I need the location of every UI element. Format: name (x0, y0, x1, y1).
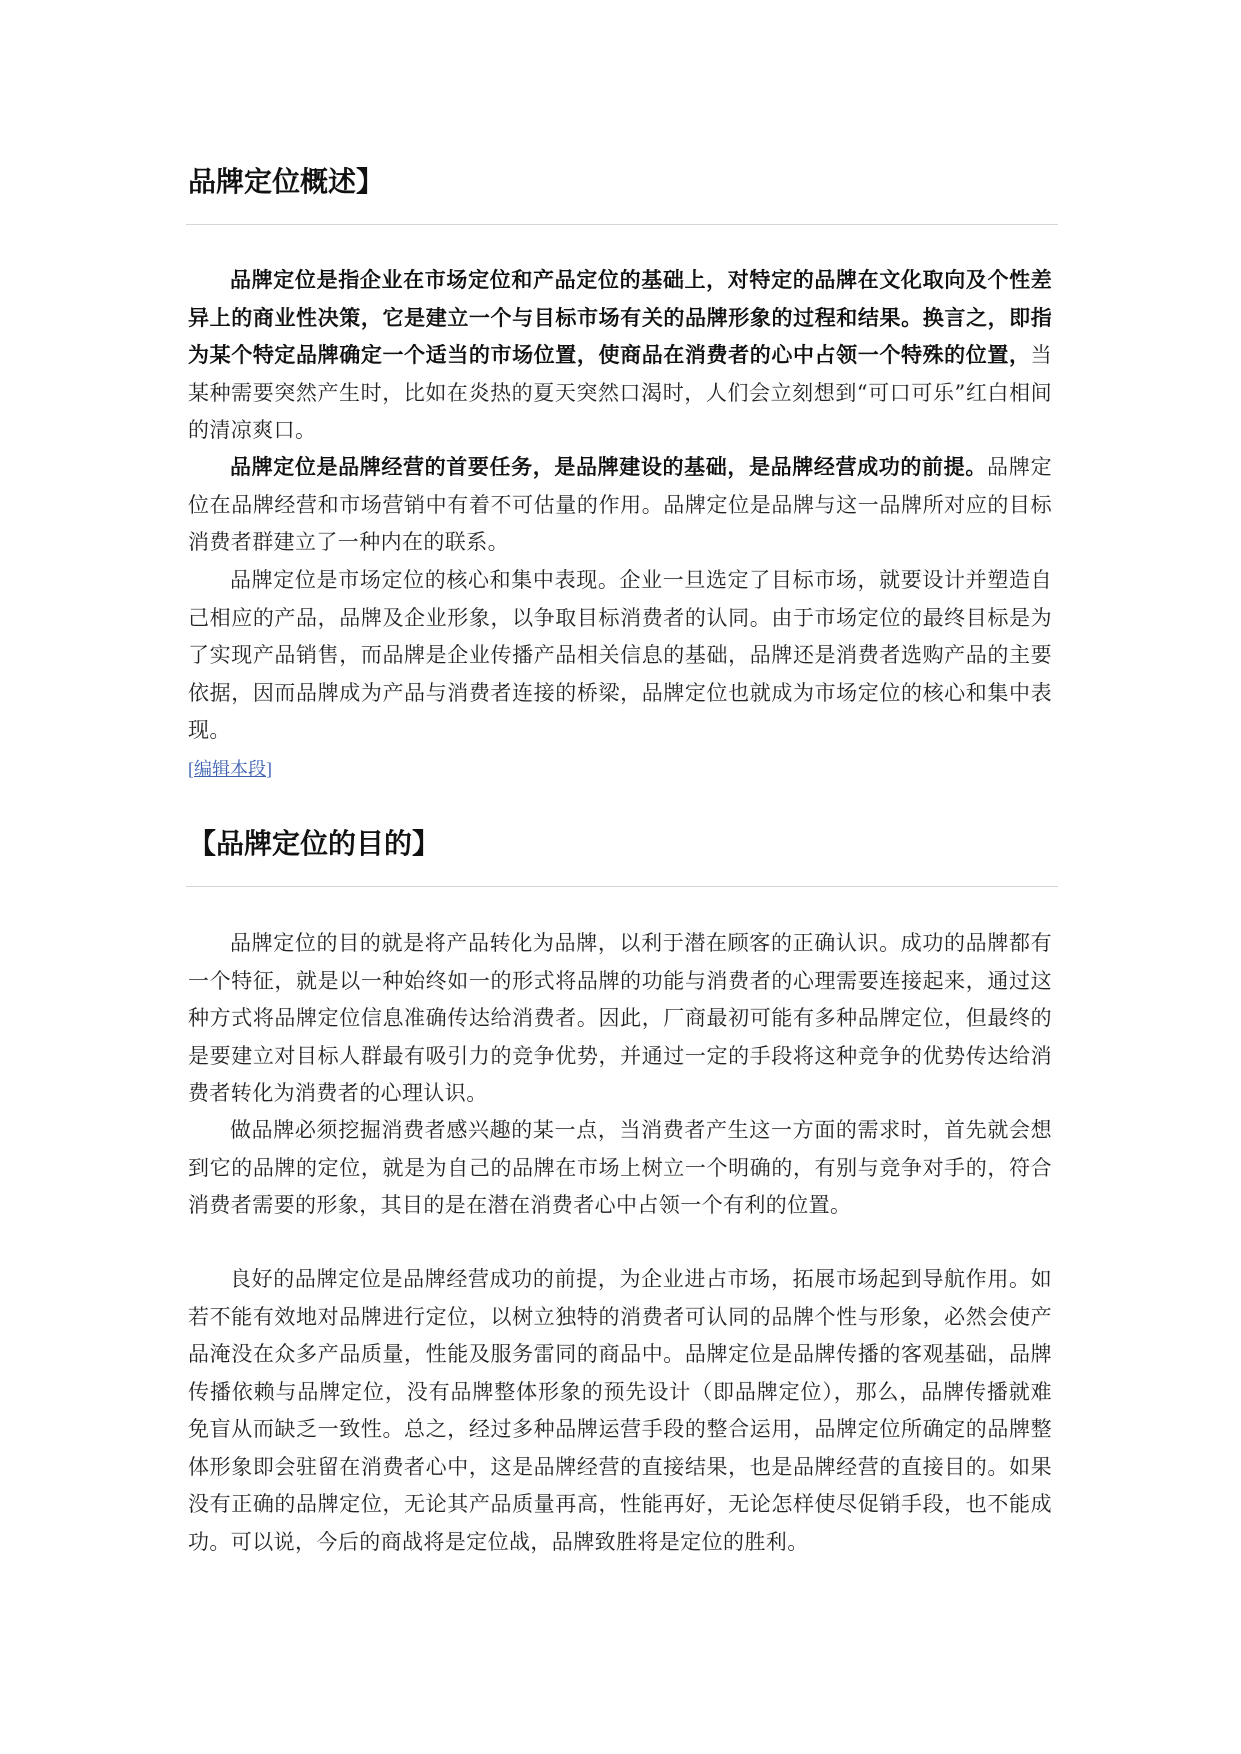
paragraph-importance (188, 449, 1052, 562)
normal-text: 品牌定位是市场定位的核心和集中表现。企业一旦选定了目标市场，就要设计并塑造自己相应的产品，品牌及企业形象，以争取目标消费者的认同。由于市场定位的最终目标是为了实现产品销售，而品牌是企业传播产品相关信息的基础，品牌还是消费者选购产品的主要依据，因而品牌成为产品与消费者连接的桥梁，品牌定位也就成为市场定位的核心和集中表现。 (188, 568, 1052, 742)
edit-section-link[interactable]: 编辑本段 (194, 759, 266, 779)
bold-text: 品牌定位是指企业在市场定位和产品定位的基础上，对特定的品牌在文化取向及个性差异上的商业性决策，它是建立一个与目标市场有关的品牌形象的过程和结果。换言之，即指为某个特定品牌确定一个适当的市场位置，使商品在消费者的心中占领一个特殊的位置， (188, 268, 1052, 367)
section-divider (186, 886, 1058, 887)
normal-text: 品牌定位的目的就是将产品转化为品牌，以利于潜在顾客的正确认识。成功的品牌都有一个特征，就是以一种始终如一的形式将品牌的功能与消费者的心理需要连接起来，通过这种方式将品牌定位信息准确传达给消费者。因此，厂商最初可能有多种品牌定位，但最终的是要建立对目标人群最有吸引力的竞争优势，并通过一定的手段将这种竞争的优势传达给消费者转化为消费者的心理认识。 (188, 931, 1052, 1105)
edit-link-bracket-open: [ (188, 759, 194, 779)
paragraph-purpose (188, 925, 1052, 1113)
normal-text: 当某种需要突然产生时，比如在炎热的夏天突然口渴时，人们会立刻想到“可口可乐”红白相间的清凉爽口。 (188, 343, 1052, 442)
paragraph-consumer-interest (188, 1112, 1052, 1225)
paragraph-definition (188, 262, 1052, 450)
normal-text: 良好的品牌定位是品牌经营成功的前提，为企业进占市场，拓展市场起到导航作用。如若不能有效地对品牌进行定位，以树立独特的消费者可认同的品牌个性与形象，必然会使产品淹没在众多产品质量，性能及服务雷同的商品中。品牌定位是品牌传播的客观基础，品牌传播依赖与品牌定位，没有品牌整体形象的预先设计（即品牌定位），那么，品牌传播就难免盲从而缺乏一致性。总之，经过多种品牌运营手段的整合运用，品牌定位所确定的品牌整体形象即会驻留在消费者心中，这是品牌经营的直接结果，也是品牌经营的直接目的。如果没有正确的品牌定位，无论其产品质量再高，性能再好，无论怎样使尽促销手段，也不能成功。可以说，今后的商战将是定位战，品牌致胜将是定位的胜利。 (188, 1267, 1052, 1554)
section-divider (186, 224, 1058, 225)
section-title-purpose: 【品牌定位的目的】 (188, 827, 441, 860)
normal-text: 做品牌必须挖掘消费者感兴趣的某一点，当消费者产生这一方面的需求时，首先就会想到它的品牌的定位，就是为自己的品牌在市场上树立一个明确的，有别与竞争对手的，符合消费者需要的形象，其目的是在潜在消费者心中占领一个有利的位置。 (188, 1118, 1052, 1217)
bold-text: 品牌定位是品牌经营的首要任务，是品牌建设的基础，是品牌经营成功的前提。 (230, 455, 987, 479)
section-title-overview: 品牌定位概述】 (188, 165, 385, 198)
paragraph-market-positioning (188, 562, 1052, 750)
normal-text: 品牌定位在品牌经营和市场营销中有着不可估量的作用。品牌定位是品牌与这一品牌所对应的目标消费者群建立了一种内在的联系。 (188, 455, 1053, 554)
edit-link-bracket-close: ] (266, 759, 272, 779)
edit-section-link-wrapper (188, 757, 272, 781)
paragraph-good-positioning (188, 1261, 1052, 1561)
